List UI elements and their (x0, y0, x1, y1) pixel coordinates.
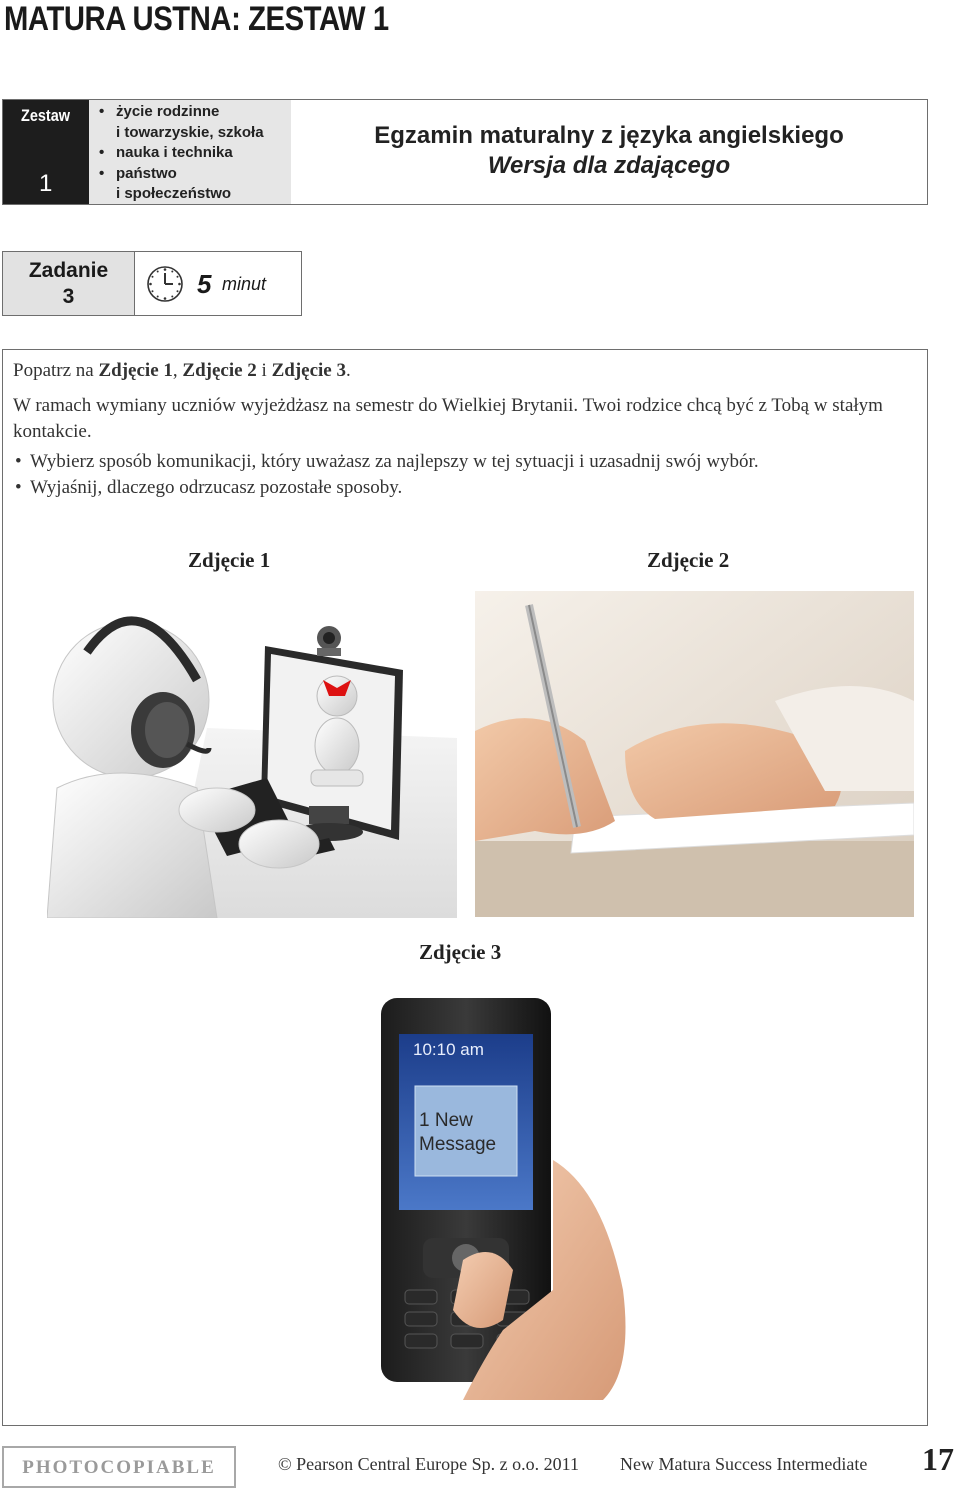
photo-reference-line (13, 358, 919, 384)
topic-item: • państwo (99, 164, 264, 185)
topic-item: i towarzyskie, szkoła (116, 123, 264, 141)
task-label-cell (3, 252, 135, 315)
photo-2-reference: Zdjęcie 2 (182, 360, 257, 381)
time-value: 5 (197, 269, 212, 299)
topics-list (99, 102, 264, 205)
clock-icon (145, 264, 185, 304)
topic-item: i społeczeństwo (116, 185, 232, 202)
photo-1-label: Zdjęcie 1 (188, 548, 271, 572)
phone-message-line-1: 1 New (419, 1110, 473, 1131)
instruction-text: . (345, 360, 351, 381)
set-cell (3, 100, 89, 204)
set-label: Zestaw (21, 106, 70, 125)
photocopiable-badge (2, 1446, 236, 1488)
topics-cell (89, 100, 292, 204)
time-unit: minut (222, 274, 267, 294)
topic-item: • życie rodzinne (99, 102, 264, 123)
exam-title: Egzamin maturalny z języka angielskiego (374, 122, 844, 149)
instruction-text: i (256, 360, 272, 381)
scenario-text: W ramach wymiany uczniów wyjeżdżasz na semestr do Wielkiej Brytanii. Twoi rodzice chcą być z Tobą w stałym kontakcie. (13, 395, 883, 442)
page-title: MATURA USTNA: ZESTAW 1 (4, 0, 389, 38)
photo-3-label: Zdjęcie 3 (419, 940, 502, 964)
phone-illustration (353, 990, 643, 1400)
book-title: New Matura Success Intermediate (620, 1454, 868, 1474)
task-bullet-1: • Wybierz sposób komunikacji, który uważasz za najlepszy w tej sytuacji i uzasadnij swój wybór. (13, 449, 919, 475)
task-box (2, 251, 302, 316)
exam-subtitle: Wersja dla zdającego (487, 152, 731, 179)
photo-2-writing-letter (475, 591, 914, 917)
task-label: Zadanie (28, 259, 109, 282)
instruction-text: , (172, 360, 183, 381)
photo-1-video-call (47, 588, 457, 918)
photo-2-label: Zdjęcie 2 (647, 548, 730, 572)
photocopiable-text: PHOTOCOPIABLE (22, 1457, 216, 1478)
phone-time: 10:10 am (413, 1040, 484, 1059)
set-number: 1 (39, 170, 53, 197)
photo-3-reference: Zdjęcie 3 (271, 360, 346, 381)
topic-item: • nauka i technika (99, 143, 264, 164)
task-number: 3 (62, 285, 75, 308)
page-number: 17 (922, 1441, 954, 1477)
photo-1-reference: Zdjęcie 1 (98, 360, 173, 381)
instruction-text: Popatrz na (13, 360, 99, 381)
exam-title-cell (291, 100, 927, 204)
phone-message-line-2: Message (419, 1134, 497, 1155)
task-content (2, 349, 928, 1426)
copyright-text: © Pearson Central Europe Sp. z o.o. 2011 (278, 1454, 579, 1474)
photo-3-mobile-phone (353, 990, 643, 1400)
exam-header (2, 99, 928, 205)
task-bullet-2: • Wyjaśnij, dlaczego odrzucasz pozostałe sposoby. (13, 475, 919, 501)
instructions (13, 358, 919, 501)
